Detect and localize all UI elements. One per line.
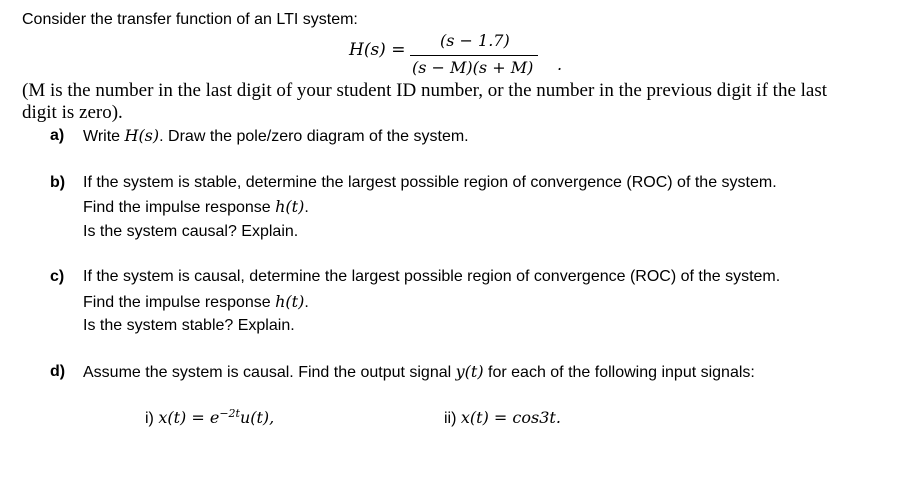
part-a-prefix: Write	[83, 128, 125, 145]
part-b-line2-math: h(t)	[275, 197, 305, 216]
input-signal-ii	[444, 410, 561, 427]
part-b-line2-prefix: Find the impulse response	[83, 199, 276, 216]
part-c-letter: c)	[50, 268, 65, 285]
part-b-letter: b)	[50, 174, 66, 191]
part-d-line-1	[83, 364, 755, 381]
input-signal-i	[145, 407, 275, 427]
part-c-line2-suffix: .	[304, 294, 309, 311]
part-c-line2-math: h(t)	[275, 292, 305, 311]
equation-period: .	[557, 55, 563, 74]
input-i-label: i)	[145, 410, 159, 427]
note-line-2: digit is zero).	[22, 102, 123, 123]
part-a-math: H(s)	[124, 126, 160, 145]
part-a-suffix: . Draw the pole/zero diagram of the system.	[159, 128, 469, 145]
part-d-letter: d)	[50, 363, 66, 380]
equation-numerator: (s − 1.7)	[440, 31, 510, 50]
part-b-line-1: If the system is stable, determine the largest possible region of convergence (ROC) of the system.	[83, 174, 777, 191]
input-i-math: x(t) = e	[158, 408, 220, 427]
part-c-line-1: If the system is causal, determine the largest possible region of convergence (ROC) of the system.	[83, 268, 781, 285]
note-line-1: (M is the number in the last digit of your student ID number, or the number in the previous digit if the last	[22, 80, 828, 101]
input-ii-label: ii)	[444, 410, 461, 427]
part-d-line1-suffix: for each of the following input signals:	[483, 364, 755, 381]
part-c-line-3: Is the system stable? Explain.	[83, 317, 295, 334]
part-b-line2-suffix: .	[304, 199, 309, 216]
input-i-math-tail: u(t),	[239, 408, 275, 427]
input-i-exponent: −2t	[219, 407, 240, 420]
equation-lhs: H(s) =	[349, 40, 406, 60]
equation-denominator: (s − M)(s + M)	[412, 58, 534, 77]
fraction-bar	[410, 55, 538, 56]
part-c-line2-prefix: Find the impulse response	[83, 294, 276, 311]
part-b-line-3: Is the system causal? Explain.	[83, 223, 299, 240]
input-ii-math: x(t) = cos3t.	[460, 408, 561, 427]
part-d-line1-prefix: Assume the system is causal. Find the output signal	[83, 364, 456, 381]
intro-text: Consider the transfer function of an LTI system:	[22, 11, 358, 28]
part-c-line-2	[83, 294, 309, 311]
part-a-text	[83, 128, 469, 145]
part-a-letter: a)	[50, 127, 65, 144]
part-d-line1-math: y(t)	[455, 362, 484, 381]
part-b-line-2	[83, 199, 309, 216]
